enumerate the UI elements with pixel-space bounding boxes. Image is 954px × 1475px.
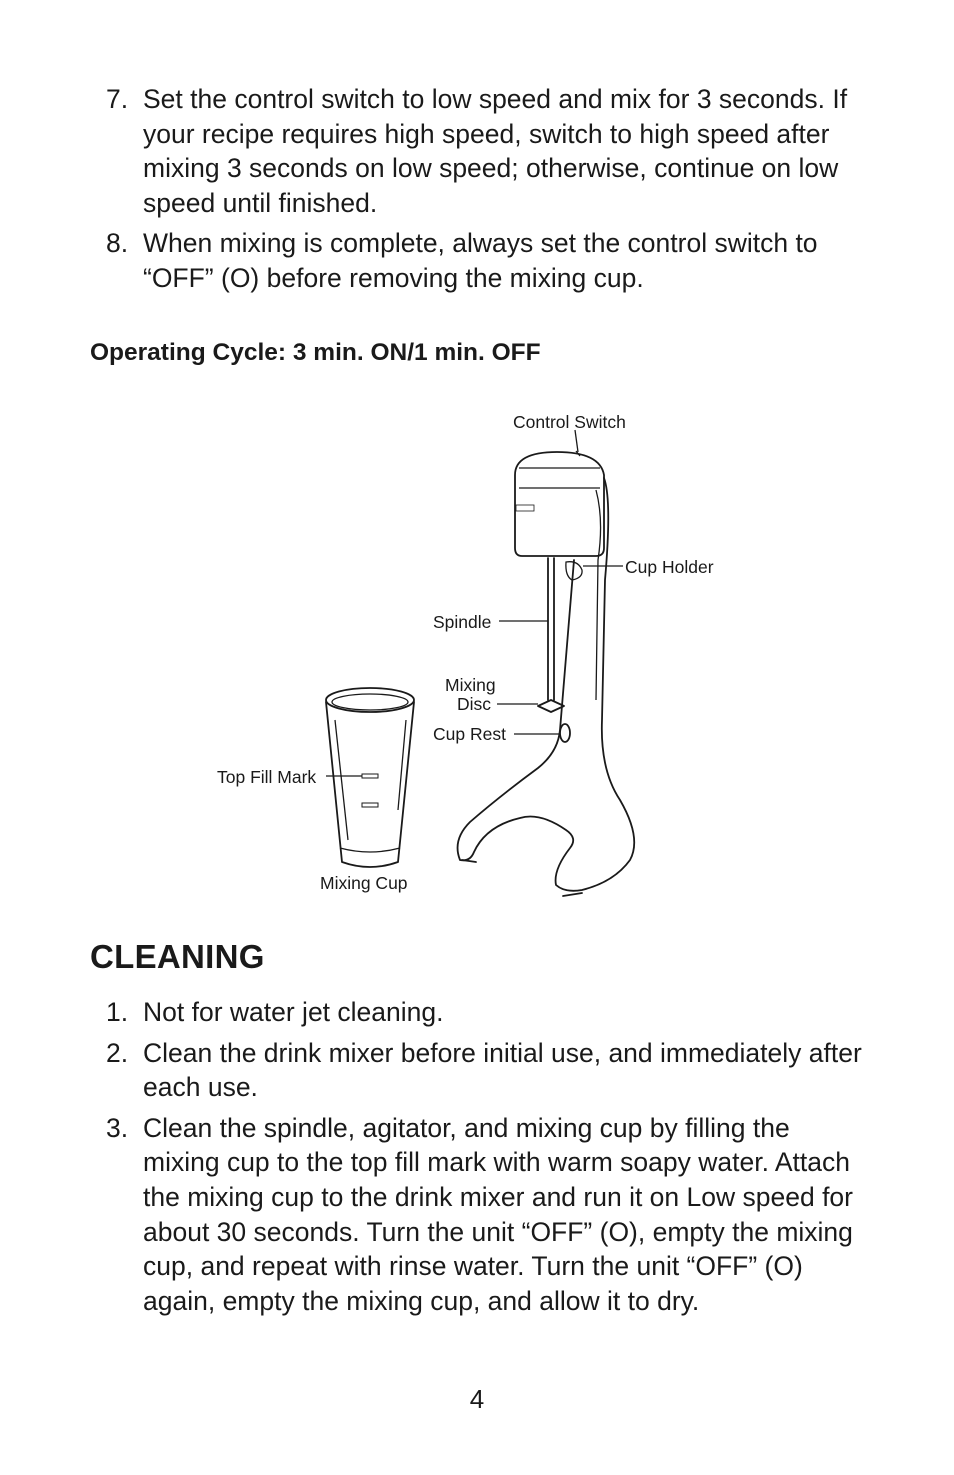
label-mixing-disc-line2: Disc [457, 694, 492, 714]
steps-top-list [0, 82, 954, 302]
step-number: 3. [106, 1112, 129, 1143]
step-text: Not for water jet cleaning. [143, 997, 444, 1027]
step-number: 1. [106, 997, 129, 1027]
label-cup-holder: Cup Holder [625, 557, 714, 577]
cleaning-step-1 [0, 995, 873, 1030]
mixing-cup-illustration [326, 688, 414, 867]
step-7 [0, 82, 873, 220]
operating-cycle-heading: Operating Cycle: 3 min. ON/1 min. OFF [90, 339, 541, 366]
drink-mixer-illustration [458, 451, 635, 896]
step-number: 8. [106, 228, 129, 259]
label-cup-rest: Cup Rest [433, 724, 506, 744]
label-top-fill-mark: Top Fill Mark [217, 767, 317, 787]
drink-mixer-diagram [0, 395, 954, 915]
cleaning-heading: CLEANING [90, 938, 265, 975]
label-spindle: Spindle [433, 612, 492, 632]
cleaning-step-2 [0, 1036, 873, 1105]
step-text: Set the control switch to low speed and mix for 3 seconds. If your recipe requires high speed, switch to high speed after mixing 3 seconds on low speed; otherwise, continue on low speed until finished. [143, 84, 848, 218]
step-text: Clean the drink mixer before initial use, and immediately after each use. [143, 1037, 862, 1103]
label-control-switch: Control Switch [513, 412, 626, 432]
label-mixing-disc-line1: Mixing [445, 675, 496, 695]
step-text: When mixing is complete, always set the control switch to “OFF” (O) before removing the mixing cup. [143, 228, 818, 293]
label-mixing-cup: Mixing Cup [320, 873, 408, 893]
step-8 [0, 226, 873, 295]
step-number: 2. [106, 1037, 129, 1068]
step-text: Clean the spindle, agitator, and mixing cup by filling the mixing cup to the top fill mark with warm soapy water. Attach the mixing cup to the drink mixer and run it on Low speed for about 30 seconds. Turn the unit “OFF” (O), empty the mixing cup, and repeat with rinse water. Turn the unit “OFF” (O) again, empty the mixing cup, and allow it to dry. [143, 1112, 853, 1316]
step-number: 7. [106, 84, 129, 114]
cleaning-step-3 [0, 1111, 873, 1319]
page-number: 4 [469, 1384, 485, 1414]
cleaning-steps-list [0, 995, 954, 1324]
